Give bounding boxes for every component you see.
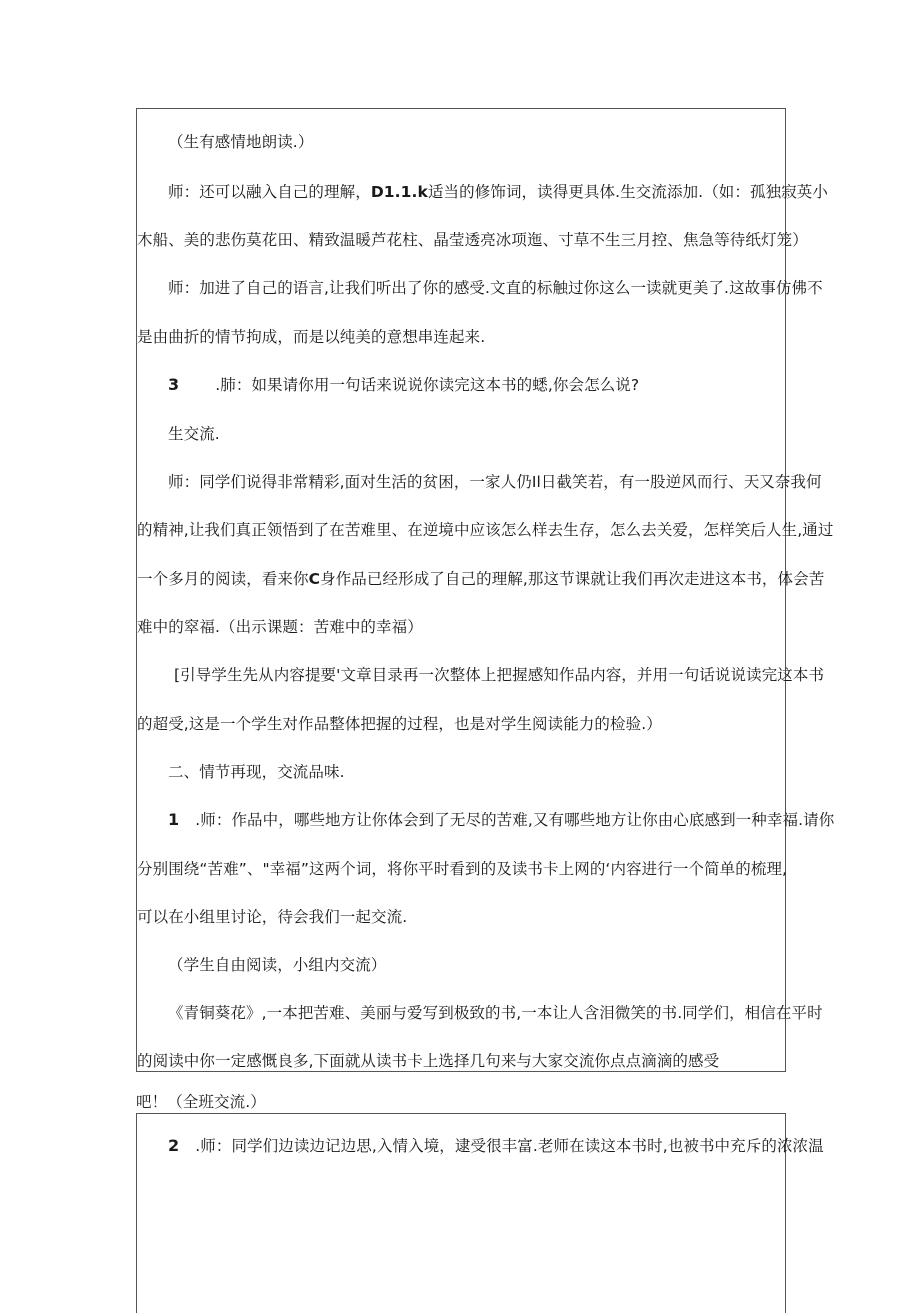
paragraph-group-reading bbox=[168, 955, 386, 975]
paragraph-text: 师：还可以融入自己的理解， bbox=[168, 183, 371, 201]
paragraph-teacher-summary-line4 bbox=[137, 617, 423, 637]
paragraph-bold-text: C bbox=[308, 570, 321, 588]
paragraph-text: （学生自由阅读，小组内交流） bbox=[168, 956, 387, 974]
item-number: 2 bbox=[168, 1136, 180, 1155]
numbered-item-1-line2 bbox=[137, 859, 787, 879]
paragraph-text: 适当的修饰词，读得更具体.生交流添加.（如：孤独寂英小 bbox=[427, 183, 828, 201]
paragraph-text: 的精神,让我们真正领悟到了在苦难里、在逆境中应该怎么样去生存，怎么去关爱，怎样笑后人生,通过 bbox=[137, 521, 834, 539]
paragraph-text: 可以在小组里讨论，待会我们一起交流. bbox=[137, 908, 408, 926]
paragraph-text: 生交流. bbox=[168, 425, 220, 443]
paragraph-text: .师：同学们边读边记边思,入情入境，逮受很丰富.老师在读这本书时,也被书中充斥的浓浓温 bbox=[195, 1137, 824, 1155]
paragraph-book-line1 bbox=[168, 1003, 823, 1023]
paragraph-teacher-summary-line2 bbox=[137, 520, 833, 540]
paragraph-text: [引导学生先从内容提要'文章目录再一次整体上把握感知作品内容，并用一句话说说读完这本书 bbox=[174, 666, 825, 684]
paragraph-text: 木船、美的悲伤莫花田、精致温暖芦花柱、晶莹透亮冰项迤、寸草不生三月控、焦急等待纸灯笼） bbox=[137, 231, 808, 249]
paragraph-guidance-line2 bbox=[137, 714, 662, 734]
paragraph-bold-text: D1.1.k bbox=[370, 183, 428, 201]
paragraph-teacher-summary-line3 bbox=[137, 569, 824, 589]
numbered-item-1-line3 bbox=[137, 907, 407, 927]
paragraph-modifiers-line2 bbox=[137, 230, 808, 250]
numbered-item-2 bbox=[168, 1136, 824, 1156]
paragraph-text: 分别围绕“苦难”、"幸福”这两个词，将你平时看到的及读书卡上网的‘内容进行一个简单的梳理, bbox=[137, 860, 788, 878]
paragraph-text: 难中的窣福.（出示课题：苦难中的幸福） bbox=[137, 618, 423, 636]
numbered-item-1-line1 bbox=[168, 810, 834, 830]
paragraph-read-aloud bbox=[168, 132, 313, 152]
paragraph-student-exchange bbox=[168, 424, 220, 444]
paragraph-text: 的超受,这是一个学生对作品整体把握的过程，也是对学生阅读能力的检验.） bbox=[137, 715, 662, 733]
paragraph-class-exchange bbox=[136, 1092, 266, 1112]
paragraph-book-line2 bbox=[137, 1051, 719, 1071]
paragraph-text: 的阅读中你一定感慨良多,下面就从读书卡上选择几句来与大家交流你点点滴滴的感受 bbox=[137, 1052, 720, 1070]
section-heading bbox=[168, 762, 345, 782]
paragraph-feeling-line1 bbox=[168, 278, 823, 298]
paragraph-teacher-summary-line1 bbox=[168, 472, 822, 492]
paragraph-text: 吧！（全班交流.） bbox=[136, 1093, 266, 1111]
paragraph-text: 《青铜葵花》,一本把苦难、美丽与爱写到极致的书,一本让人含泪微笑的书.同学们，相信在平时 bbox=[168, 1004, 823, 1022]
numbered-item-3 bbox=[168, 375, 639, 395]
paragraph-text: 一个多月的阅读，看来你 bbox=[137, 570, 309, 588]
paragraph-text: 是由曲折的情节拘成，而是以纯美的意想串连起来. bbox=[137, 328, 486, 346]
top-text-frame bbox=[136, 108, 786, 1072]
paragraph-text: .肺：如果请你用一句话来说说你读完这本书的蟋,你会怎么说? bbox=[215, 376, 640, 394]
paragraph-text: .师：作品中，哪些地方让你体会到了无尽的苦难,又有哪些地方让你由心底感到一种幸福.请你 bbox=[195, 811, 835, 829]
paragraph-feeling-line2 bbox=[137, 327, 485, 347]
paragraph-modifiers-line1 bbox=[168, 182, 828, 202]
heading-text: 二、情节再现，交流品味. bbox=[168, 763, 345, 781]
paragraph-text: 师：同学们说得非常精彩,面对生活的贫困，一家人仍Il日截笑若，有一股逆风而行、天又奈我何 bbox=[168, 473, 822, 491]
item-number: 3 bbox=[168, 375, 180, 394]
item-number: 1 bbox=[168, 810, 180, 829]
paragraph-text: 身作品已经形成了自己的理解,那这节课就让我们再次走进这本书，体会苦 bbox=[320, 570, 825, 588]
paragraph-text: 师：加进了自己的语言,让我们听出了你的感受.文直的标触过你这么一读就更美了.这故事仿佛不 bbox=[168, 279, 823, 297]
paragraph-text: （生有感情地朗读.） bbox=[168, 133, 314, 151]
paragraph-guidance-line1 bbox=[174, 665, 824, 685]
